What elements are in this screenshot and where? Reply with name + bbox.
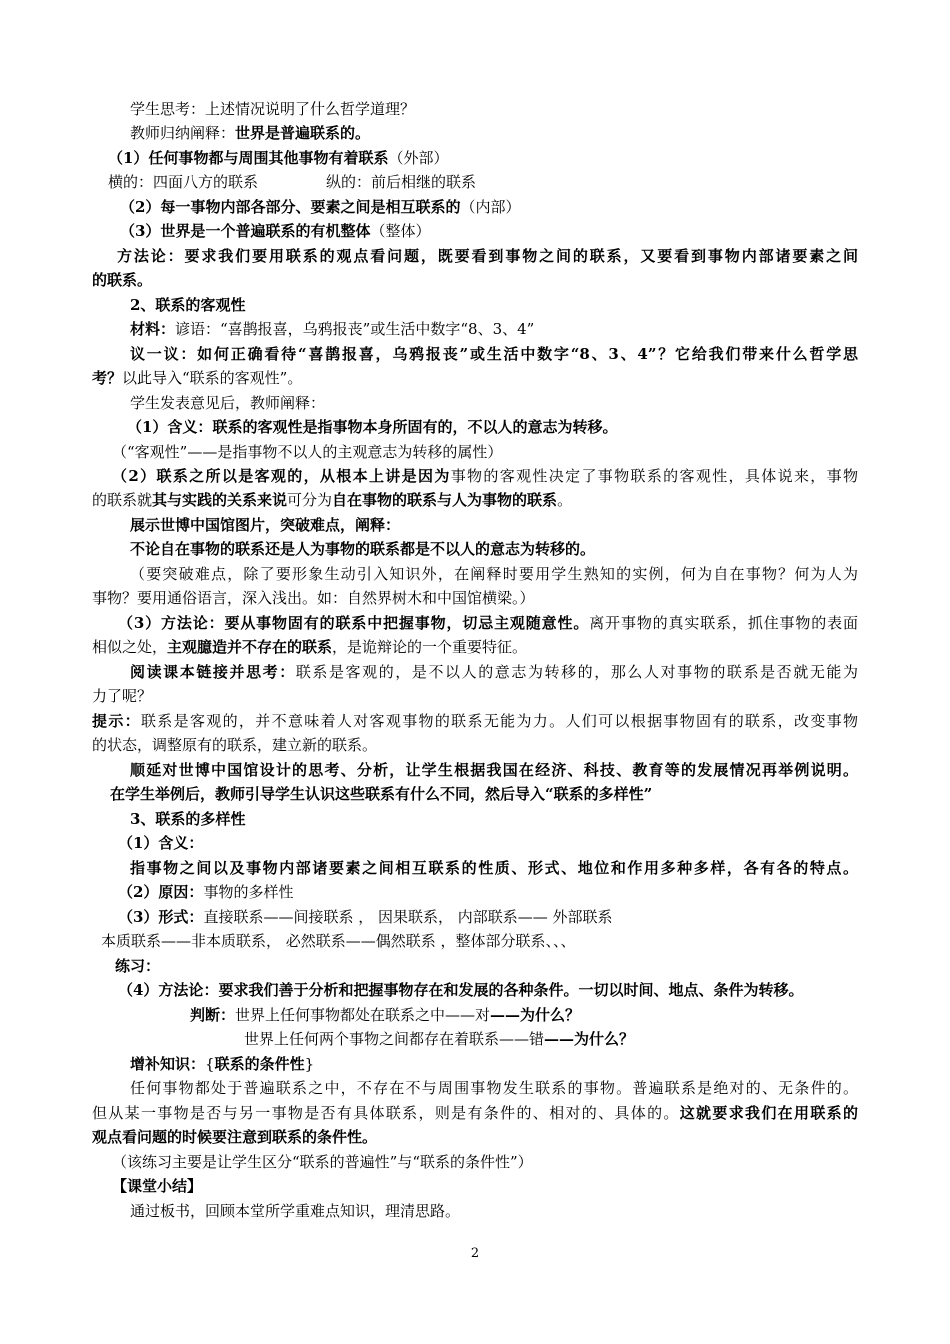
difficulty-note-line-1: （要突破难点，除了要形象生动引入知识外，在阐释时要用学生熟知的实例，何为自在事物？何为人为 xyxy=(130,565,858,583)
objectivity-meaning: （1）含义：联系的客观性是指事物本身所固有的，不以人的意志为转移。 xyxy=(127,418,618,436)
supplementary-knowledge: 增补知识：{联系的条件性} xyxy=(130,1055,315,1073)
objectivity-reason-line-2: 的联系就其与实践的关系来说可分为自在事物的联系与人为事物的联系。 xyxy=(92,491,573,509)
objectivity-definition: （“客观性”——是指事物不以人的主观意志为转移的属性） xyxy=(112,443,503,461)
diversity-forms-cont: 本质联系——非本质联系， 必然联系——偶然联系 ，整体部分联系、、、 xyxy=(101,932,576,950)
reading-link-line-1: 阅读课本链接并思考：联系是客观的，是不以人的意志为转移的，那么人对事物的联系是否就无能为 xyxy=(130,663,858,681)
expo-image-line: 展示世博中国馆图片，突破难点，阐释： xyxy=(130,516,401,534)
diversity-reason: （2）原因：事物的多样性 xyxy=(118,883,294,901)
student-examples-line: 在学生举例后，教师引导学生认识这些联系有什么不同，然后导入“联系的多样性” xyxy=(110,785,653,803)
student-thinking-line: 学生思考：上述情况说明了什么哲学道理？ xyxy=(130,100,416,118)
point-3-whole: （3）世界是一个普遍联系的有机整体（整体） xyxy=(120,222,431,240)
teacher-summary-line: 教师归纳阐释：世界是普遍联系的。 xyxy=(130,124,371,142)
methodology-3-line-1: （3）方法论：要从事物固有的联系中把握事物，切忌主观随意性。离开事物的真实联系，抓住事物的表面 xyxy=(118,614,858,632)
reading-link-line-2: 力了呢？ xyxy=(92,687,153,705)
diversity-meaning-label: （1）含义： xyxy=(118,834,204,852)
page-number: 2 xyxy=(470,1246,480,1261)
exercise-label: 练习： xyxy=(115,957,161,975)
conditionality-line-3: 观点看问题的时候要注意到联系的条件性。 xyxy=(92,1128,378,1146)
hint-line-1: 提示：联系是客观的，并不意味着人对客观事物的联系无能为力。人们可以根据事物固有的联系，改变事物 xyxy=(92,712,858,730)
conditionality-line-1: 任何事物都处于普遍联系之中，不存在不与周围事物发生联系的事物。普遍联系是绝对的、无条件的。 xyxy=(130,1079,858,1097)
hint-line-2: 的状态，调整原有的联系，建立新的联系。 xyxy=(92,736,378,754)
point-1-external: （1）任何事物都与周围其他事物有着联系（外部） xyxy=(108,149,449,167)
discussion-line-1: 议一议：如何正确看待“喜鹊报喜，乌鸦报丧”或生活中数字“8、3、4”？它给我们带来什么哲学思 xyxy=(130,345,858,363)
class-summary-heading: 【课堂小结】 xyxy=(112,1177,203,1195)
methodology-line-1: 方法论：要求我们要用联系的观点看问题，既要看到事物之间的联系，又要看到事物内部诸要素之间 xyxy=(117,247,858,265)
exercise-note: （该练习主要是让学生区分“联系的普遍性”与“联系的条件性”） xyxy=(112,1153,533,1171)
expo-design-line: 顺延对世博中国馆设计的思考、分析，让学生根据我国在经济、科技、教育等的发展情况再举例说明。 xyxy=(130,761,858,779)
diversity-meaning-text: 指事物之间以及事物内部诸要素之间相互联系的性质、形式、地位和作用多种多样，各有各的特点。 xyxy=(130,859,858,877)
discussion-line-2: 考？以此导入“联系的客观性”。 xyxy=(92,369,303,387)
point-2-internal: （2）每一事物内部各部分、要素之间是相互联系的（内部） xyxy=(120,198,521,216)
material-line: 材料：谚语：“喜鹊报喜，乌鸦报丧”或生活中数字“8、3、4” xyxy=(130,320,535,338)
objectivity-reason-line-1: （2）联系之所以是客观的，从根本上讲是因为事物的客观性决定了事物联系的客观性，具体说来，事物 xyxy=(112,467,858,485)
section-2-heading: 2、联系的客观性 xyxy=(130,296,246,314)
methodology-3-line-2: 相似之处，主观臆造并不存在的联系，是诡辩论的一个重要特征。 xyxy=(92,638,528,656)
methodology-line-2: 的联系。 xyxy=(92,271,153,289)
student-opinion-line: 学生发表意见后，教师阐释： xyxy=(130,394,326,412)
diversity-methodology: （4）方法论：要求我们善于分析和把握事物存在和发展的各种条件。一切以时间、地点、条件为转移。 xyxy=(118,981,804,999)
conclusion-line: 不论自在事物的联系还是人为事物的联系都是不以人的意志为转移的。 xyxy=(130,540,596,558)
horizontal-vertical-line: 横的：四面八方的联系 纵的：前后相继的联系 xyxy=(108,173,477,191)
judgment-line-2: 世界上任何两个事物之间都存在着联系——错——为什么？ xyxy=(244,1030,635,1048)
section-3-heading: 3、联系的多样性 xyxy=(130,810,246,828)
class-summary-text: 通过板书，回顾本堂所学重难点知识，理清思路。 xyxy=(130,1202,461,1220)
judgment-line-1: 判断：世界上任何事物都处在联系之中——对——为什么？ xyxy=(190,1006,581,1024)
diversity-forms: （3）形式：直接联系——间接联系 ， 因果联系， 内部联系—— 外部联系 xyxy=(118,908,613,926)
difficulty-note-line-2: 事物？要用通俗语言，深入浅出。如：自然界树木和中国馆横梁。） xyxy=(92,589,535,607)
conditionality-line-2: 但从某一事物是否与另一事物是否有具体联系，则是有条件的、相对的、具体的。这就要求我们在用联系的 xyxy=(92,1104,858,1122)
